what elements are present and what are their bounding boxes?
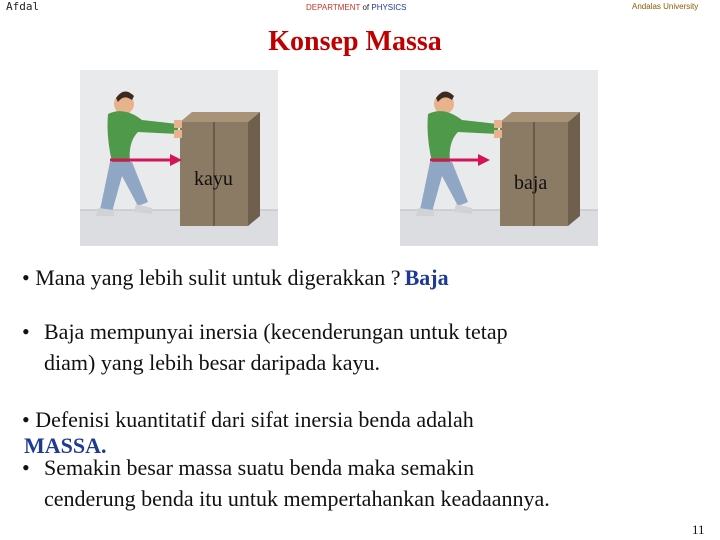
bullet-marker: • <box>22 265 36 290</box>
figure-kayu <box>80 70 278 246</box>
bullet-marker: • <box>22 455 30 480</box>
bullet-mass-effect <box>22 452 712 514</box>
author-label: Afdal <box>6 0 40 13</box>
bullet-answer: Baja <box>404 265 449 290</box>
of-word: of <box>360 3 372 12</box>
figure-baja <box>400 70 598 246</box>
physics-word: PHYSICS <box>371 3 407 12</box>
department-label <box>306 3 406 12</box>
person-pushing-box-illustration <box>400 70 598 246</box>
bullet-definition <box>22 404 474 435</box>
bullet-question <box>22 262 449 293</box>
bullet-inertia-line2: diam) yang lebih besar daripada kayu. <box>44 350 380 375</box>
figure-label-baja: baja <box>514 172 548 194</box>
page-number: 11 <box>692 522 705 537</box>
bullet-mass-effect-line2: cenderung benda itu untuk mempertahankan keadaannya. <box>44 486 550 511</box>
bullet-inertia <box>22 316 662 378</box>
bullet-definition-text: Defenisi kuantitatif dari sifat inersia benda adalah <box>35 407 474 432</box>
bullet-question-text: Mana yang lebih sulit untuk digerakkan ? <box>35 265 401 290</box>
bullet-marker: • <box>22 319 30 344</box>
bullet-mass-effect-line1: Semakin besar massa suatu benda maka semakin <box>44 455 475 480</box>
person-pushing-box-illustration <box>80 70 278 246</box>
university-label: Andalas University <box>632 2 699 11</box>
figure-label-kayu: kayu <box>194 168 233 190</box>
slide-title: Konsep Massa <box>268 26 442 57</box>
massa-term: MASSA. <box>24 433 107 458</box>
department-word: DEPARTMENT <box>306 3 361 12</box>
bullet-marker: • <box>22 407 36 432</box>
bullet-inertia-line1: Baja mempunyai inersia (kecenderungan untuk tetap <box>44 319 508 344</box>
